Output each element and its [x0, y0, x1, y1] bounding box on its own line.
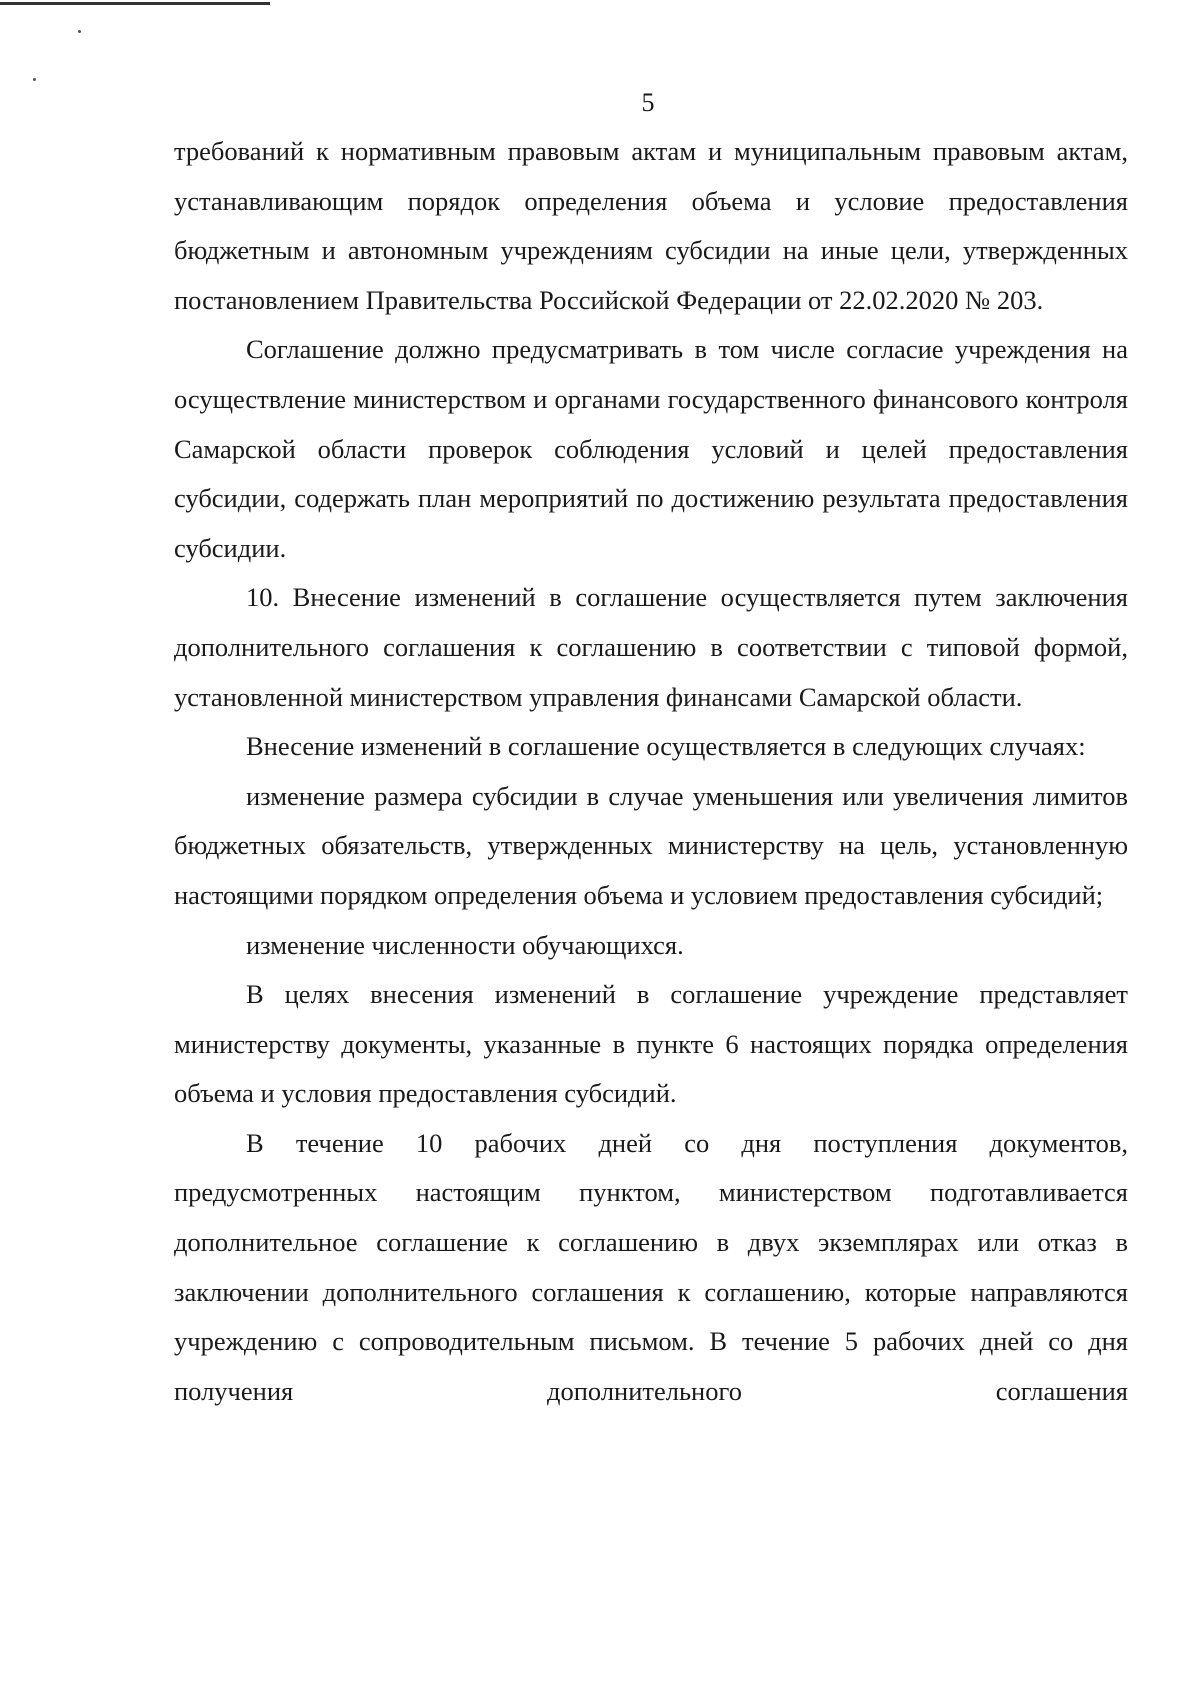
scan-speck [33, 78, 36, 81]
paragraph-change-cases: Внесение изменений в соглашение осуществляется в следующих случаях: [246, 731, 1086, 762]
scan-edge-rule [0, 2, 270, 5]
paragraph-case-subsidy-size: изменение размера субсидии в случае уменьшения или увеличения лимитов бюджетных обязательств, утвержденных министерству на цель, установленную настоящими порядком определения объема и условием предоставления субсидий; [174, 780, 1128, 910]
paragraph-documents: В целях внесения изменений в соглашение учреждение представляет министерству документы, указанные в пункте 6 настоящих порядка определения объема и условия предоставления субсидий. [174, 979, 1128, 1109]
paragraph-item-10: 10. Внесение изменений в соглашение осуществляется путем заключения дополнительного соглашения к соглашению в соответствии с типовой формой, установленной министерством управления финансами Самарской области. [174, 582, 1128, 712]
scan-speck [78, 30, 81, 33]
page-number: 5 [641, 88, 655, 117]
paragraph-deadline: В течение 10 рабочих дней со дня поступления документов, предусмотренных настоящим пунктом, министерством подготавливается дополнительное соглашение к соглашению в двух экземплярах или отказ в заключении дополнительного соглашения к соглашению, которые направляются учреждению с сопроводительным письмом. В течение 5 рабочих дней со дня получения дополнительного соглашения [174, 1127, 1128, 1406]
paragraph-agreement-consent: Соглашение должно предусматривать в том числе согласие учреждения на осуществление министерством и органами государственного финансового контроля Самарской области проверок соблюдения условий и целей предоставления субсидии, содержать план мероприятий по достижению результата предоставления субсидии. [174, 334, 1128, 563]
document-body [174, 127, 1128, 1416]
paragraph-continuation: требований к нормативным правовым актам и муниципальным правовым актам, устанавливающим порядок определения объема и условие предоставления бюджетным и автономным учреждениям субсидии на иные цели, утвержденных постановлением Правительства Российской Федерации от 22.02.2020 № 203. [174, 136, 1128, 315]
paragraph-case-student-count: изменение численности обучающихся. [246, 929, 684, 960]
